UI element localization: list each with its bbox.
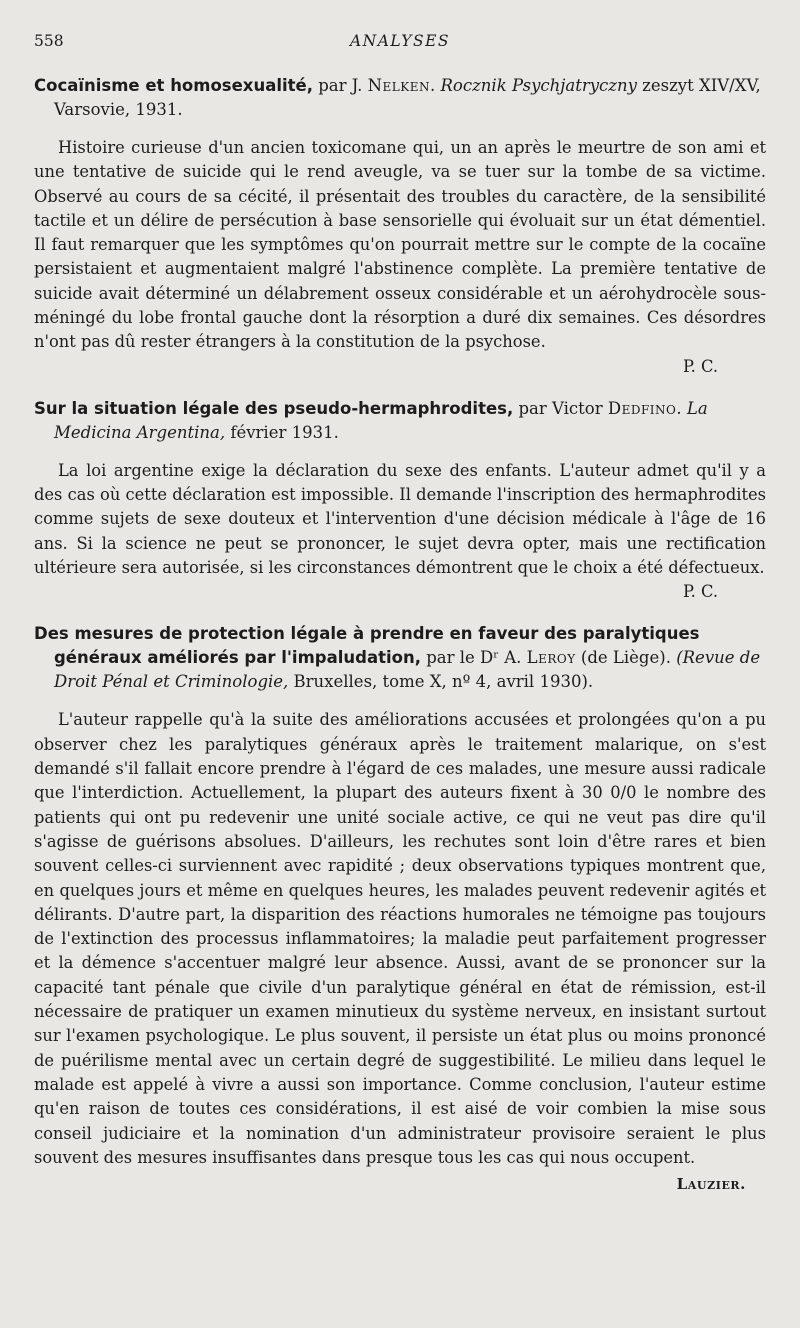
article-title: Cocaïnisme et homosexualité, [34, 76, 313, 95]
article-sep: . [676, 398, 687, 418]
article-by: par le Dʳ A. [420, 648, 527, 668]
article-signature: Lauzier. [676, 1175, 746, 1194]
article-signature: P. C. [682, 356, 718, 376]
article-heading [34, 397, 766, 445]
article-body [34, 459, 766, 602]
article-heading [34, 74, 766, 122]
article-body: Histoire curieuse d'un ancien toxicomane qui, un an après le meurtre de son ami et une tentative de suicide qui le rend aveugle, va se tuer sur la tombe de sa victime. Observé au cours de sa cécité, il présentait des troubles du caractère, de la sensibilité tactile et un délire de persécution à base sensorielle qui évoluait sur un état démentiel. Il faut remarquer que les symptômes qu'on pourrait mettre sur le compte de la cocaïne persistaient et augmentaient malgré l'abstinence complète. La première tentative de suicide avait déterminé un délabrement osseux considérable et un aérohydrocèle sous-méningé du lobe frontal gauche dont la résorption a duré dix semaines. Ces désordres n'ont pas dû rester étrangers à la constitution de la psychose. [34, 138, 766, 352]
article-details: février 1931. [225, 422, 339, 442]
article-sep: . [430, 76, 441, 95]
article-source: Rocznik Psychjatryczny [440, 76, 637, 95]
article-title: Sur la situation légale des pseudo-hermaphrodites, [34, 398, 514, 418]
page-number: 558 [34, 32, 64, 50]
article-source: La Medicina Argentina, [54, 398, 708, 442]
article-by: par Victor [513, 398, 608, 418]
article-signature: P. C. [682, 582, 718, 602]
article-body: L'auteur rappelle qu'à la suite des améliorations accusées et prolongées qu'on a pu observer chez les paralytiques généraux après le traitement malarique, on s'est demandé s'il fallait encore prendre à l'égard de ces malades, une mesure aussi radicale que l'interdiction. Actuellement, la plupart des auteurs fixent à 30 0/0 le nombre des patients qui ont pu redevenir une unité sociale active, ce qui ne veut pas dire qu'il s'agisse de guérisons absolues. D'ailleurs, les rechutes sont loin d'être rares et bien souvent celles-ci surviennent avec rapidité ; deux observations typiques montrent que, en quelques jours et même en quelques heures, les malades peuvent redevenir agités et délirants. D'autre part, la disparition des réactions humorales ne témoigne pas toujours de l'extinction des processus inflammatoires; la maladie peut parfaitement progresser et la démence s'accentuer malgré leur absence. Aussi, avant de se prononcer sur la capacité tant pénale que civile d'un paralytique général en état de rémission, est-il nécessaire de pratiquer un examen minutieux du système nerveux, en insistant surtout sur l'examen psychologique. Le plus souvent, il persiste un état plus ou moins prononcé de puérilisme mental avec un certain degré de suggestibilité. Le milieu dans lequel le malade est appelé à vivre a aussi son importance. Comme conclusion, l'auteur estime qu'en raison de toutes ces considérations, il est aisé de voir combien la mise sous conseil judiciaire et la nomination d'un administrateur provisoire seraient le plus souvent des mesures insuffisantes dans presque tous les cas qui nous occupent. [34, 710, 766, 1167]
article-paralytiques [34, 622, 766, 1196]
article-pseudo-hermaphrodites [34, 397, 766, 605]
article-author: Nelken [367, 76, 430, 95]
article-source: (Revue de Droit Pénal et Criminologie, [54, 648, 761, 692]
running-head [34, 26, 766, 56]
article-body-text: La loi argentine exige la déclaration du sexe des enfants. L'auteur admet qu'il y a des cas où cette déclaration est impossible. Il demande l'inscription des hermaphrodites comme sujets de sexe douteux et l'intervention d'une décision médicale à l'âge de 16 ans. Si la science ne peut se prononcer, le sujet devra opter, mais une rectification ultérieure sera autorisée, si les circonstances démontrent que le choix a été défectueux. [34, 460, 766, 577]
article-author: Dedfino [607, 398, 677, 418]
article-heading [34, 622, 766, 694]
article-author: Leroy [526, 648, 576, 668]
article-title: Des mesures de protection légale à prendre en faveur des paralytiques généraux améliorés par l'impaludation, [34, 624, 700, 668]
article-by: par J. [313, 76, 368, 95]
article-details: Bruxelles, tome X, nº 4, avril 1930). [288, 672, 594, 692]
article-details: zeszyt XIV/XV, Varsovie, 1931. [54, 76, 761, 119]
running-title: ANALYSES [349, 32, 451, 50]
article-sep: (de Liège). [575, 648, 677, 668]
article-cocainisme [34, 74, 766, 379]
